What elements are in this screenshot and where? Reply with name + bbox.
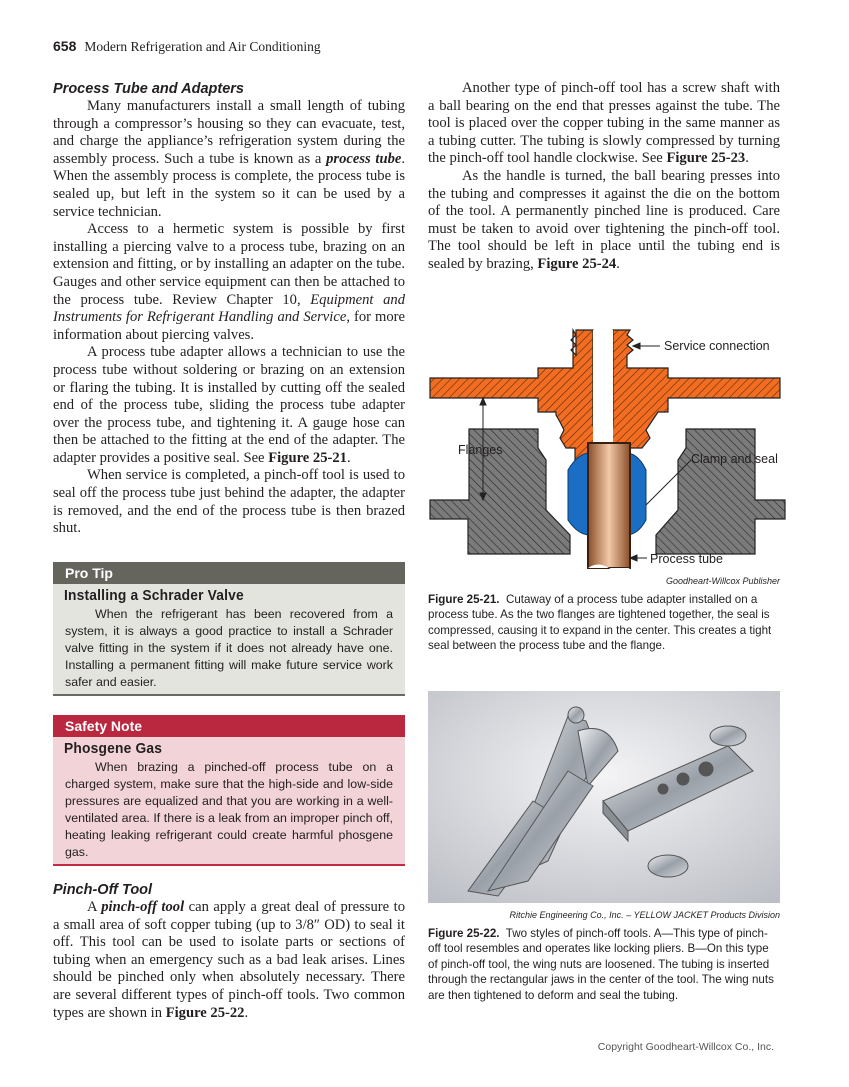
paragraph: A pinch-off tool can apply a great deal of pressure to a small area of soft copper tubing (up to 3/8″ OD) to seal it off. This tool can be used to isolate parts or sections of tubing when an emergency such as a bad leak arises. Lines should be pinched only when absolutely necessary. There are several different types of pinch-off tools. Two common types are shown in Figure 25-22. — [53, 899, 405, 1021]
left-column-bottom — [53, 881, 405, 1022]
pinch-off-tools-photo — [428, 691, 780, 903]
figure-reference: Figure 25-23 — [666, 150, 746, 167]
figure-reference: Figure 25-22 — [165, 1004, 245, 1021]
figure-caption: Figure 25-22. Two styles of pinch-off tools. A—This type of pinch-off tool resembles and operates like locking pliers. B—On this type of pinch-off tool, the wing nuts are loosened. The tubing is inserted through the rectangular jaws in the center of the tool. The wing nuts are then tightened to deform and seal the tubing. — [428, 927, 774, 1002]
paragraph: A process tube adapter allows a technician to use the process tube without soldering or brazing on an extension or flaring the tubing. It is installed by cutting off the sealed end of the process tube, sliding the process tube adapter over the process tube, and tightening it. A gauge hose can then be attached to the fitting at the end of the adapter. The adapter provides a positive seal. See Figure 25-21. — [53, 344, 405, 466]
figure-credit: Ritchie Engineering Co., Inc. – YELLOW JACKET Products Division — [509, 910, 780, 920]
label-process-tube: Process tube — [650, 552, 723, 566]
process-tube-adapter-diagram — [428, 325, 788, 573]
figure-caption: Figure 25-21. Cutaway of a process tube adapter installed on a process tube. As the two flanges are tightened together, the seal is compressed, causing it to expand in the center. This creates a tight seal between the process tube and the flange. — [428, 593, 772, 653]
label-clamp-and-seal: Clamp and seal — [691, 452, 778, 466]
safety-note-title: Phosgene Gas — [64, 740, 163, 757]
book-reference: Equipment and Instruments for Refrigerant Handling and Service — [53, 291, 405, 326]
paragraph: Another type of pinch-off tool has a screw shaft with a ball bearing on the end that presses against the tube. The tool is placed over the copper tubing in the same manner as a tubing cutter. The tubing is slowly compressed by turning the pinch-off tool handle clockwise. See Figure 25-23. — [428, 80, 780, 167]
running-header — [53, 38, 321, 55]
paragraph: When service is completed, a pinch-off tool is used to seal off the process tube just behind the adapter, the adapter is removed, and the end of the process tube is then brazed shut. — [53, 467, 405, 537]
paragraph: Many manufacturers install a small length of tubing through a compressor’s housing so they can evacuate, test, and charge the appliance’s refrigeration system during the assembly process. Such a tube is known as a process tube. When the assembly process is complete, the process tube is sealed up, but left in the system so it can be used by a service technician. — [53, 98, 406, 220]
pro-tip-text: When the refrigerant has been recovered from a system, it is always a good practice to install a Schrader valve fitting in the system if it does not already have one. Installing a permanent fitting will make future service work safer and easier. — [65, 607, 393, 689]
page-number: 658 — [53, 38, 77, 54]
section-heading: Pinch-Off Tool — [53, 882, 153, 898]
pro-tip-title: Installing a Schrader Valve — [64, 587, 244, 604]
label-flanges: Flanges — [458, 443, 503, 457]
figure-number: Figure 25-21. — [428, 593, 500, 606]
pro-tip-label: Pro Tip — [53, 562, 405, 584]
right-column — [428, 80, 780, 274]
figure-number: Figure 25-22. — [428, 927, 500, 940]
term: pinch-off tool — [101, 899, 185, 915]
copyright: Copyright Goodheart-Willcox Co., Inc. — [597, 1041, 774, 1053]
figure-reference: Figure 25-21 — [268, 449, 347, 466]
process-tube — [588, 443, 630, 568]
paragraph: Access to a hermetic system is possible by first installing a piercing valve to a process tube, brazing on an extension and fitting, or by installing an adapter on the tube. Gauges and other service equipment can then be attached to the process tube. Review Chapter 10, Equipment and Instruments for Refrigerant Handling and Service, for more information about piercing valves. — [53, 221, 406, 343]
section-heading: Process Tube and Adapters — [53, 81, 244, 97]
figure-credit: Goodheart-Willcox Publisher — [666, 576, 780, 586]
safety-note-label: Safety Note — [53, 715, 405, 737]
term: process tube — [326, 150, 402, 167]
paragraph: As the handle is turned, the ball bearing presses into the tubing and compresses it against the die on the bottom of the tool. A permanently pinched line is produced. Care must be taken to avoid over tightening the pinch-off tool. The tool should be left in place until the tubing end is sealed by brazing, Figure 25-24. — [428, 167, 780, 272]
label-service-connection: Service connection — [664, 339, 770, 353]
safety-note-text: When brazing a pinched-off process tube on a charged system, make sure that the high-side and low-side pressures are equalized and that you are working in a well-ventilated area. If there is a leak from an improper pinch off, heating leaking refrigerant could create harmful phosgene gas. — [65, 760, 393, 859]
figure-reference: Figure 25-24 — [537, 255, 617, 272]
pro-tip-box — [53, 562, 405, 696]
left-column — [53, 80, 405, 538]
book-title: Modern Refrigeration and Air Conditioning — [84, 39, 321, 54]
safety-note-box — [53, 715, 405, 866]
